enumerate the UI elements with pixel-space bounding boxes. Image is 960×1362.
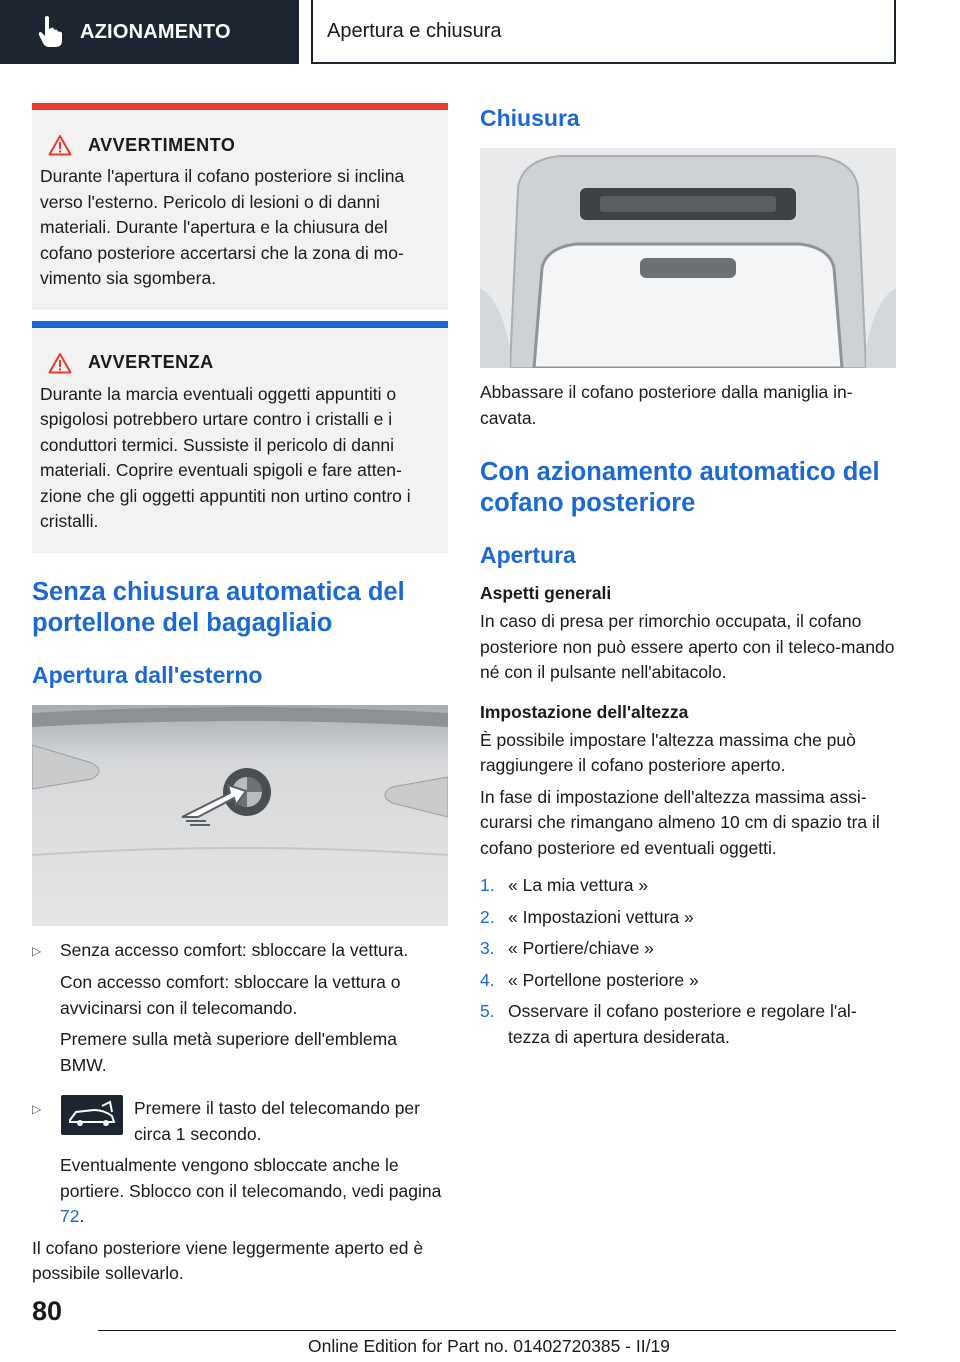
- warning-box: [32, 103, 448, 310]
- general-title: Aspetti generali: [480, 583, 612, 603]
- hand-pointer-icon: [36, 15, 66, 49]
- tailgate-button-icon: [60, 1094, 124, 1136]
- subsection-heading: Apertura dall'esterno: [32, 661, 263, 688]
- list-subtext: Premere sulla metà superiore dell'emblema BMW.: [60, 1029, 397, 1075]
- closing-text: Il cofano posteriore viene leggermente aperto ed è possibile sollevarlo.: [32, 1237, 424, 1283]
- warning-title: AVVERTIMENTO: [88, 134, 236, 155]
- edition-text: Online Edition for Part no. 01402720385 - II/19: [308, 1336, 670, 1356]
- steps-list: [480, 873, 896, 1050]
- page-number: 80: [32, 1296, 63, 1326]
- list-item: 4. « Portellone posteriore »: [480, 969, 699, 990]
- general-text: In caso di presa per rimorchio occupata, il cofano posteriore non può essere aperto con il teleco-mando né con il pulsante nell'abitacolo.: [480, 611, 895, 682]
- notice-text: Durante la marcia eventuali oggetti appuntiti o spigolosi potrebbero urtare contro i cristalli e i conduttori termici. Sussiste il pericolo di danni materiali. Coprire eventuali spigoli e fare atten-zione che gli oggetti appuntiti non urtino contro i cristalli.: [40, 383, 411, 531]
- height-title: Impostazione dell'altezza: [480, 701, 689, 722]
- chapter-title: Apertura e chiusura: [311, 0, 896, 64]
- list-item: 2. « Impostazioni vettura »: [480, 906, 694, 927]
- warning-triangle-icon: [48, 134, 72, 156]
- list-item: ▷ Senza accesso comfort: sbloccare la vettura.: [32, 938, 448, 965]
- height-text: È possibile impostare l'altezza massima che può raggiungere il cofano posteriore aperto.: [480, 729, 856, 775]
- section-heading: Senza chiusura automatica del portellone del bagagliaio: [32, 577, 405, 637]
- list-item: 5. Osservare il cofano posteriore e regolare l'al-tezza di apertura desiderata.: [480, 1001, 857, 1047]
- notice-box: [32, 321, 448, 553]
- left-column: [32, 103, 448, 1287]
- section-heading: Con azionamento automatico del cofano posteriore: [480, 458, 880, 517]
- list-subtext: Eventualmente vengono sbloccate anche le portiere. Sblocco con il telecomando, vedi pagina 72.: [60, 1155, 442, 1226]
- closing-heading: Chiusura: [480, 105, 580, 131]
- list-item: 1. « La mia vettura »: [480, 875, 649, 895]
- right-column: [480, 100, 896, 1050]
- closing-instruction: Abbassare il cofano posteriore dalla maniglia in-cavata.: [480, 382, 853, 428]
- triangle-bullet-icon: ▷: [32, 943, 42, 958]
- list-item: ▷ Premere il tasto del telecomando per circa 1 secondo.: [32, 1096, 448, 1147]
- section-tab: [0, 0, 299, 64]
- footer-divider: [98, 1330, 896, 1331]
- page-link[interactable]: 72: [60, 1206, 80, 1226]
- section-title: AZIONAMENTO: [80, 20, 231, 43]
- list-item: 3. « Portiere/chiave »: [480, 938, 654, 958]
- warning-triangle-icon: [48, 352, 72, 374]
- warning-text: Durante l'apertura il cofano posteriore si inclina verso l'esterno. Pericolo di lesioni o di danni materiali. Durante l'apertura e la chiusura del cofano posteriore accertarsi che la zona di mo-vimento sia sgombera.: [40, 166, 405, 288]
- list-subtext: Con accesso comfort: sbloccare la vettura o avvicinarsi con il telecomando.: [60, 972, 401, 1018]
- tailgate-emblem-image: [32, 705, 448, 926]
- triangle-bullet-icon: ▷: [32, 1102, 42, 1116]
- height-text: In fase di impostazione dell'altezza massima assi-curarsi che rimangano almeno 10 cm di spazio tra il cofano posteriore ed eventuali oggetti.: [480, 786, 880, 858]
- subsection-heading: Apertura: [480, 542, 576, 568]
- tailgate-closing-image: [480, 148, 896, 368]
- bullet-list: [32, 938, 448, 1230]
- notice-title: AVVERTENZA: [88, 352, 214, 372]
